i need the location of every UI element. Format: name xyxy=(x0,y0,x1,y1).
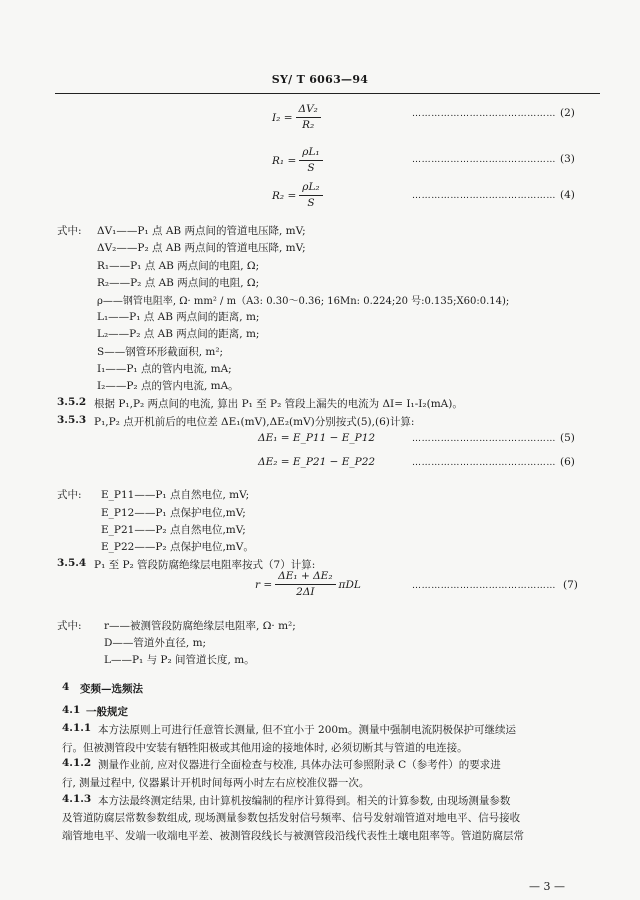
clause-4-1-3-number: 4.1.3 xyxy=(62,793,92,805)
section-4-1-number: 4.1 xyxy=(62,704,81,716)
eq7-number: (7) xyxy=(563,579,578,591)
eq3-denominator: S xyxy=(307,162,315,174)
def1-item-10: I₂——P₂ 点的管内电流, mA。 xyxy=(97,380,239,392)
def3-item-3: L——P₁ 与 P₂ 间管道长度, m。 xyxy=(104,654,255,666)
def1-item-7: L₂——P₂ 点 AB 两点间的距离, m; xyxy=(97,328,260,340)
def1-item-6: L₁——P₁ 点 AB 两点间的距离, m; xyxy=(97,311,260,323)
clause-4-1-1-number: 4.1.1 xyxy=(62,722,92,734)
where-label-2: 式中: xyxy=(57,489,82,501)
eq6-number: (6) xyxy=(560,456,575,468)
eq7-lhs: r = xyxy=(255,578,273,591)
def1-item-9: I₁——P₁ 点的管内电流, mA; xyxy=(97,363,232,375)
eq7-fraction xyxy=(275,570,335,599)
def2-item-1: E_P11——P₁ 点自然电位, mV; xyxy=(101,489,250,501)
clause-4-1-1-line-1: 本方法原则上可进行任意管长测量, 但不宜小于 200m。测量中强制电流阴极保护可继续运 xyxy=(98,724,517,736)
eq4-number: (4) xyxy=(560,189,575,201)
equation-3 xyxy=(272,146,326,175)
equation-7 xyxy=(255,570,361,599)
eq3-leader-dots: ……………………………………… xyxy=(412,155,556,165)
def1-item-8: S——钢管环形截面积, m²; xyxy=(97,346,224,358)
section-4-number: 4 xyxy=(62,681,70,693)
eq4-denominator: S xyxy=(307,197,315,209)
clause-3-5-4-number: 3.5.4 xyxy=(57,557,87,569)
eq7-leader-dots: ……………………………………… xyxy=(412,581,556,591)
eq5-leader-dots: ……………………………………… xyxy=(412,434,556,444)
eq4-lhs: R₂ = xyxy=(272,189,297,202)
clause-3-5-4-text: P₁ 至 P₂ 管段防腐绝缘层电阻率按式（7）计算: xyxy=(94,559,316,571)
eq2-numerator: ΔV₂ xyxy=(296,103,321,118)
eq2-number: (2) xyxy=(560,107,575,119)
eq2-leader-dots: ……………………………………… xyxy=(412,109,556,119)
eq2-lhs: I₂ = xyxy=(272,111,293,124)
equation-4 xyxy=(272,181,326,210)
eq2-fraction xyxy=(296,103,321,132)
header-rule xyxy=(55,93,600,94)
clause-3-5-2-text: 根据 P₁,P₂ 两点间的电流, 算出 P₁ 至 P₂ 管段上漏失的电流为 ΔI= I₁-I₂(mA)。 xyxy=(94,398,463,410)
eq7-tail: πDL xyxy=(338,578,361,591)
eq3-number: (3) xyxy=(560,153,575,165)
eq4-leader-dots: ……………………………………… xyxy=(412,191,556,201)
clause-4-1-2-line-1: 测量作业前, 应对仪器进行全面检查与校准, 具体办法可参照附录 C（参考件）的要求进 xyxy=(98,759,501,771)
def2-item-3: E_P21——P₂ 点自然电位,mV; xyxy=(101,524,246,536)
def1-item-5: ρ——钢管电阻率, Ω· mm² / m（A3: 0.30～0.36; 16Mn: 0.224;20 号:0.135;X60:0.14); xyxy=(97,296,510,307)
eq6-leader-dots: ……………………………………… xyxy=(412,458,556,468)
clause-3-5-2-number: 3.5.2 xyxy=(57,396,87,408)
eq4-numerator: ρL₂ xyxy=(299,181,322,196)
clause-3-5-3-text: P₁,P₂ 点开机前后的电位差 ΔE₁(mV),ΔE₂(mV)分别按式(5),(6)计算: xyxy=(94,416,415,428)
def3-item-2: D——管道外直径, m; xyxy=(104,637,207,649)
def1-item-4: R₂——P₂ 点 AB 两点间的电阻, Ω; xyxy=(97,277,260,289)
clause-4-1-3-line-2: 及管道防腐层常数参数组成, 现场测量参数包括发射信号频率、信号发射端管道对地电平、信号接收 xyxy=(62,812,521,824)
clause-4-1-3-line-1: 本方法最终测定结果, 由计算机按编制的程序计算得到。相关的计算参数, 由现场测量参数 xyxy=(98,795,511,807)
def3-item-1: r——被测管段防腐绝缘层电阻率, Ω· m²; xyxy=(104,620,296,632)
clause-4-1-3-line-3: 端管地电平、发端一收端电平差、被测管段线长与被测管段沿线代表性土壤电阻率等。管道防腐层常 xyxy=(62,830,524,842)
clause-4-1-2-line-2: 行, 测量过程中, 仪器累计开机时间每两小时左右应校准仪器一次。 xyxy=(62,777,370,789)
eq7-denominator: 2ΔI xyxy=(296,586,315,598)
clause-4-1-1-line-2: 行。但被测管段中安装有牺牲阳极或其他用途的接地体时, 必须切断其与管道的电连接。 xyxy=(62,742,468,754)
def2-item-4: E_P22——P₂ 点保护电位,mV。 xyxy=(101,541,254,553)
equation-5: ΔE₁ = E_P11 − E_P12 xyxy=(258,432,376,444)
eq3-fraction xyxy=(299,146,322,175)
equation-2 xyxy=(272,103,324,132)
eq4-fraction xyxy=(299,181,322,210)
eq5-number: (5) xyxy=(560,432,575,444)
def1-item-3: R₁——P₁ 点 AB 两点间的电阻, Ω; xyxy=(97,260,260,272)
clause-3-5-3-number: 3.5.3 xyxy=(57,414,87,426)
eq3-lhs: R₁ = xyxy=(272,154,297,167)
clause-4-1-2-number: 4.1.2 xyxy=(62,757,92,769)
page-number: — 3 — xyxy=(529,880,565,893)
where-label-1: 式中: xyxy=(57,225,82,237)
def2-item-2: E_P12——P₁ 点保护电位,mV; xyxy=(101,507,246,519)
section-4-1-title: 一般规定 xyxy=(86,706,128,718)
def1-item-1: ΔV₁——P₁ 点 AB 两点间的管道电压降, mV; xyxy=(97,225,306,237)
def1-item-2: ΔV₂——P₂ 点 AB 两点间的管道电压降, mV; xyxy=(97,242,306,254)
equation-6: ΔE₂ = E_P21 − E_P22 xyxy=(258,456,376,468)
page-header: SY/ T 6063—94 xyxy=(271,73,369,86)
eq2-denominator: R₂ xyxy=(302,119,315,131)
eq3-numerator: ρL₁ xyxy=(299,146,322,161)
section-4-title: 变频—选频法 xyxy=(80,683,143,695)
where-label-3: 式中: xyxy=(57,620,82,632)
eq7-numerator: ΔE₁ + ΔE₂ xyxy=(275,570,335,585)
